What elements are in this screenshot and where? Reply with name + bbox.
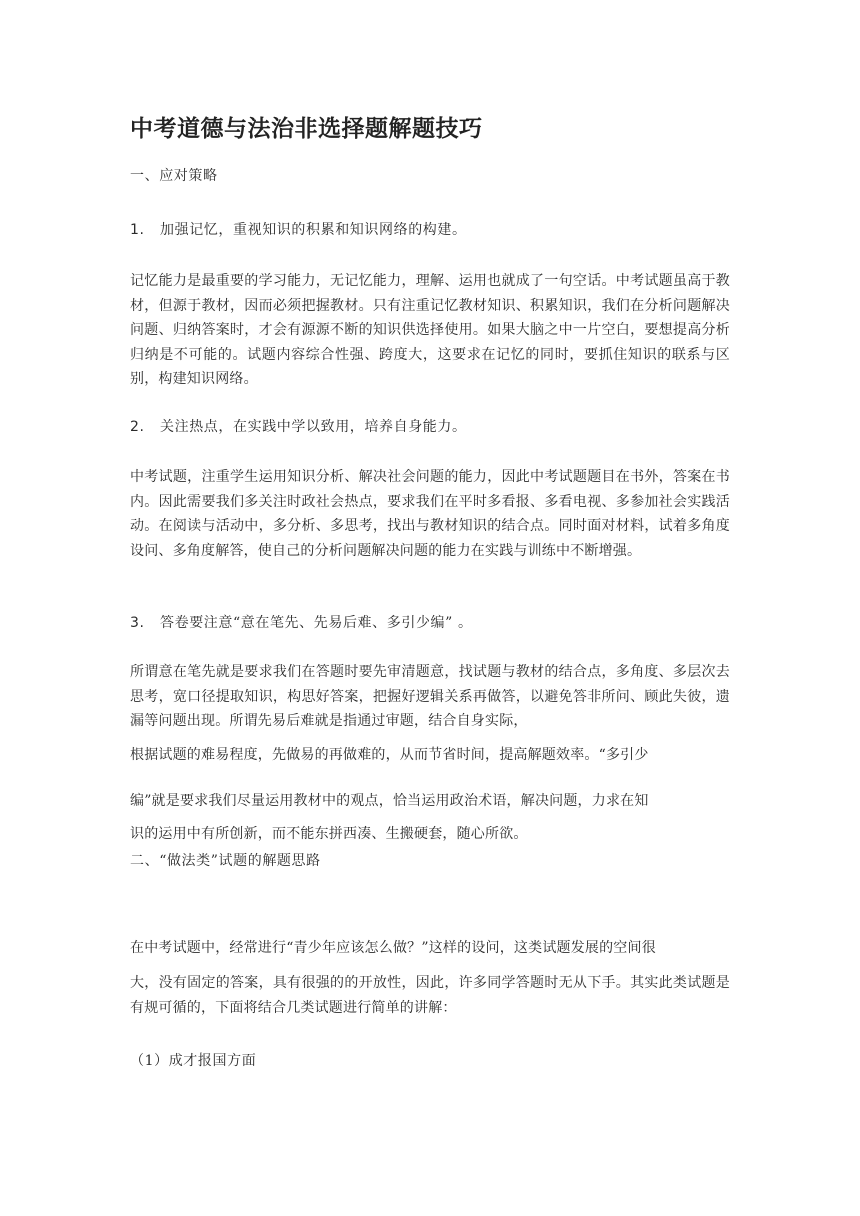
section2-intro-part-2: 大，没有固定的答案，具有很强的的开放性，因此，许多同学答题时无从下手。其实此类试题是有规可循的，下面将结合几类试题进行简单的讲解：: [130, 975, 730, 1016]
section-heading-strategies: 一、应对策略: [130, 168, 218, 184]
document-title: 中考道德与法治非选择题解题技巧: [130, 116, 483, 142]
item-heading-2: [130, 416, 730, 438]
item-heading-text-1: 加强记忆，重视知识的积累和知识网络的构建。: [160, 222, 467, 238]
section-heading-approach: 二、“做法类”试题的解题思路: [130, 853, 321, 869]
item-number-2: 2.: [130, 419, 145, 435]
item-heading-3: [130, 612, 730, 634]
item-body-3-part-4: 识的运用中有所创新，而不能东拼西凑、生搬硬套，随心所欲。: [130, 826, 528, 842]
section2-intro-part-1: 在中考试题中，经常进行“青少年应该怎么做？”这样的设问，这类试题发展的空间很: [130, 940, 656, 956]
subsection-heading-1: （1）成才报国方面: [130, 1053, 257, 1069]
item-body-2: 中考试题，注重学生运用知识分析、解决社会问题的能力，因此中考试题题目在书外，答案在书内。因此需要我们多关注时政社会热点，要求我们在平时多看报、多看电视、多参加社会实践活动。在阅读与活动中，多分析、多思考，找出与教材知识的结合点。同时面对材料，试着多角度设问、多角度解答，使自己的分析问题解决问题的能力在实践与训练中不断增强。: [130, 469, 730, 559]
item-number-3: 3.: [130, 615, 145, 631]
item-heading-1: [130, 219, 730, 241]
item-body-3-part-3: 编”就是要求我们尽量运用教材中的观点，恰当运用政治术语，解决问题，力求在知: [130, 793, 649, 809]
item-heading-text-3: 答卷要注意“意在笔先、先易后难、多引少编” 。: [160, 615, 473, 631]
item-heading-text-2: 关注热点，在实践中学以致用，培养自身能力。: [160, 419, 467, 435]
item-body-3-part-2: 根据试题的难易程度，先做易的再做难的，从而节省时间，提高解题效率。“多引少: [130, 747, 649, 763]
item-number-1: 1.: [130, 222, 145, 238]
item-body-1: 记忆能力是最重要的学习能力，无记忆能力，理解、运用也就成了一句空话。中考试题虽高于教材，但源于教材，因而必须把握教材。只有注重记忆教材知识、积累知识，我们在分析问题解决问题、归纳答案时，才会有源源不断的知识供选择使用。如果大脑之中一片空白，要想提高分析归纳是不可能的。试题内容综合性强、跨度大，这要求在记忆的同时，要抓住知识的联系与区别，构建知识网络。: [130, 273, 730, 387]
item-body-3-part-1: 所谓意在笔先就是要求我们在答题时要先审清题意，找试题与教材的结合点，多角度、多层次去思考，宽口径提取知识，构思好答案，把握好逻辑关系再做答，以避免答非所问、顾此失彼，遗漏等问题出现。所谓先易后难就是指通过审题，结合自身实际，: [130, 664, 730, 729]
